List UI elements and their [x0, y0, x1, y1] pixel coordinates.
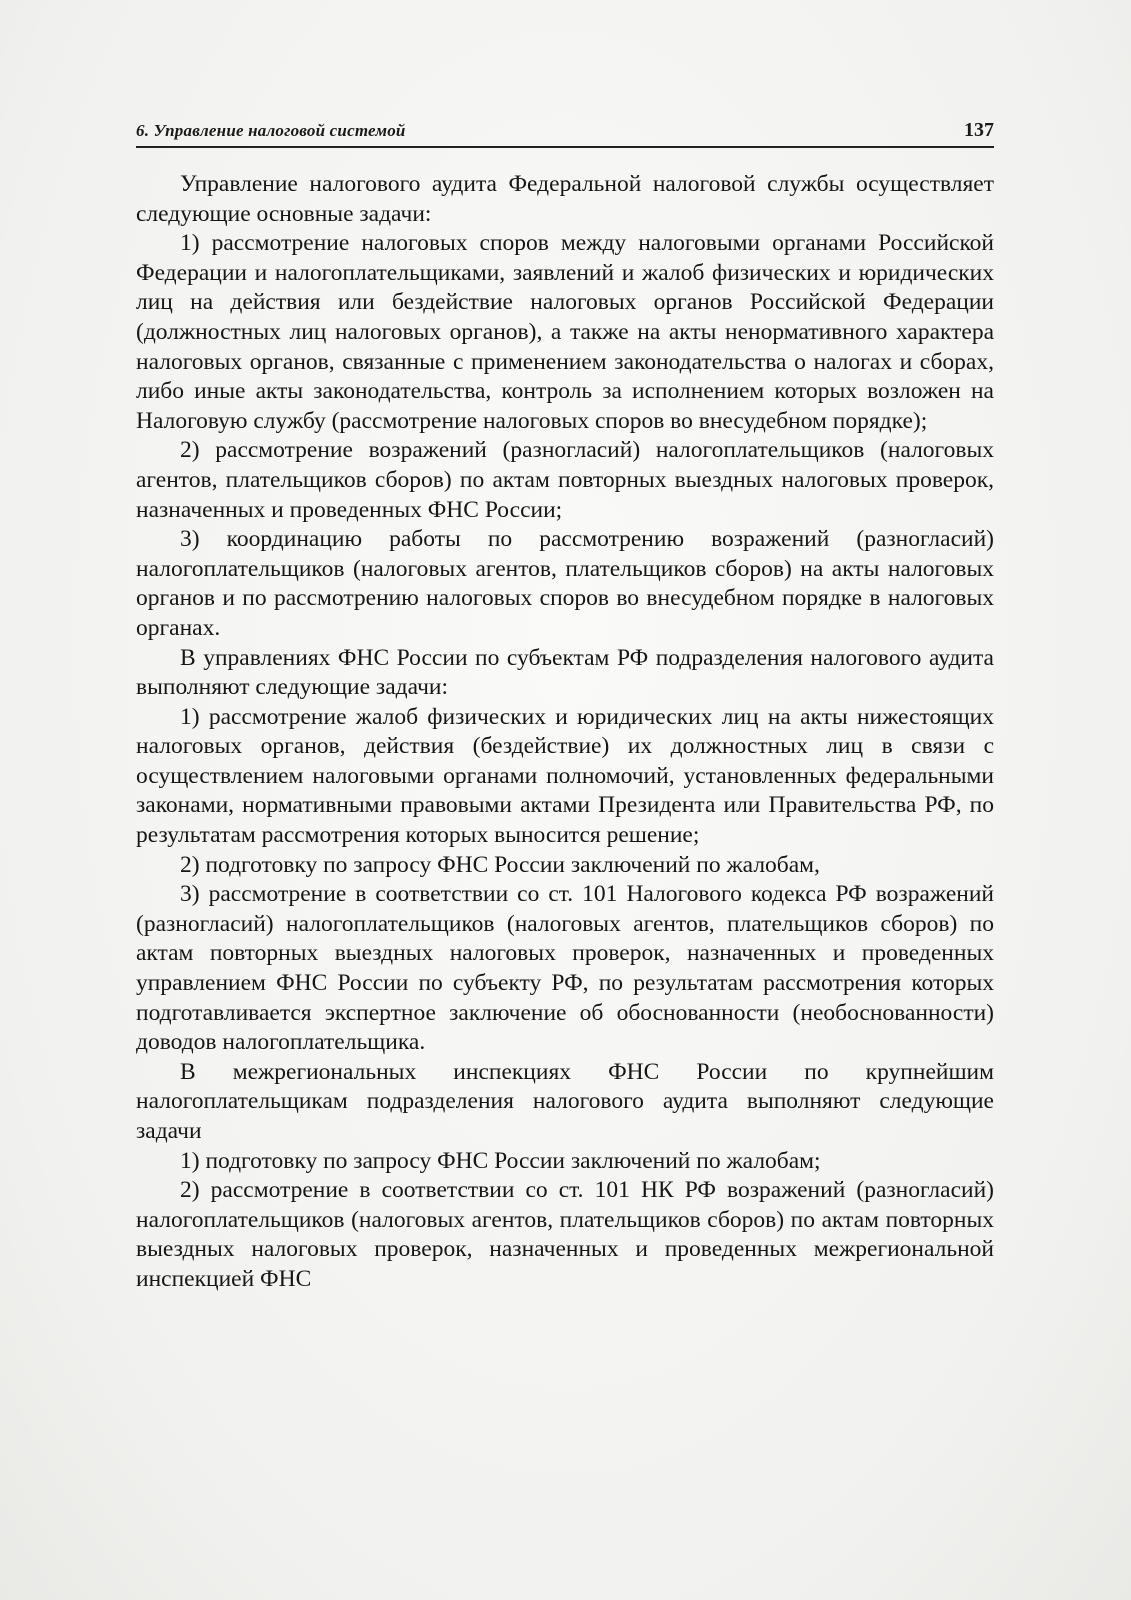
paragraph: В управлениях ФНС России по субъектам РФ подразделения налогового аудита выполняют следующие задачи:: [136, 644, 994, 701]
paragraph: 1) рассмотрение жалоб физических и юридических лиц на акты нижестоящих налоговых органов, действия (бездействие) их должностных лиц в связи с осуществлением налоговыми органами полномочий, установленных федеральными законами, нормативными правовыми актами Президента или Правительства РФ, по результатам рассмотрения которых выносится решение;: [136, 703, 994, 849]
paragraph: 2) рассмотрение возражений (разногласий) налогоплательщиков (налоговых агентов, плательщиков сборов) по актам повторных выездных налоговых проверок, назначенных и проведенных ФНС России;: [136, 437, 994, 523]
paragraph: 1) рассмотрение налоговых споров между налоговыми органами Российской Федерации и налогоплательщиками, заявлений и жалоб физических и юридических лиц на действия или бездействие налоговых органов Российской Федерации (должностных лиц налоговых органов), а также на акты ненормативного характера налоговых органов, связанные с применением законодательства о налогах и сборах, либо иные акты законодательства, контроль за исполнением которых возложен на Налоговую службу (рассмотрение налоговых споров во внесудебном порядке);: [136, 230, 994, 434]
running-head: 6. Управление налоговой системой: [136, 121, 406, 140]
paragraph: Управление налогового аудита Федеральной налоговой службы осуществляет следующие основные задачи:: [136, 171, 994, 227]
paragraph: 2) подготовку по запросу ФНС России заключений по жалобам,: [180, 851, 820, 878]
page-number: 137: [964, 119, 994, 141]
paragraph: 2) рассмотрение в соответствии со ст. 101 НК РФ возражений (разногласий) налогоплательщиков (налоговых агентов, плательщиков сборов) по актам повторных выездных налоговых проверок, назначенных и проведенных межрегиональной инспекцией ФНС: [136, 1177, 994, 1292]
paragraph: В межрегиональных инспекциях ФНС России по крупнейшим налогоплательщикам подразделения налогового аудита выполняют следующие задачи: [136, 1058, 994, 1144]
paragraph: 3) координацию работы по рассмотрению возражений (разногласий) налогоплательщиков (налоговых агентов, плательщиков сборов) на акты налоговых органов и по рассмотрению налоговых споров во внесудебном порядке в налоговых органах.: [136, 526, 994, 641]
paragraph: 1) подготовку по запросу ФНС России заключений по жалобам;: [180, 1147, 821, 1174]
body-text: [136, 170, 994, 1295]
page-header: [136, 116, 994, 148]
paragraph: 3) рассмотрение в соответствии со ст. 101 Налогового кодекса РФ возражений (разногласий) налогоплательщиков (налоговых агентов, плательщиков сборов) по актам повторных выездных налоговых проверок, назначенных и проведенных управлением ФНС России по субъекту РФ, по результатам рассмотрения которых подготавливается экспертное заключение об обоснованности (необоснованности) доводов налогоплательщика.: [136, 881, 994, 1056]
